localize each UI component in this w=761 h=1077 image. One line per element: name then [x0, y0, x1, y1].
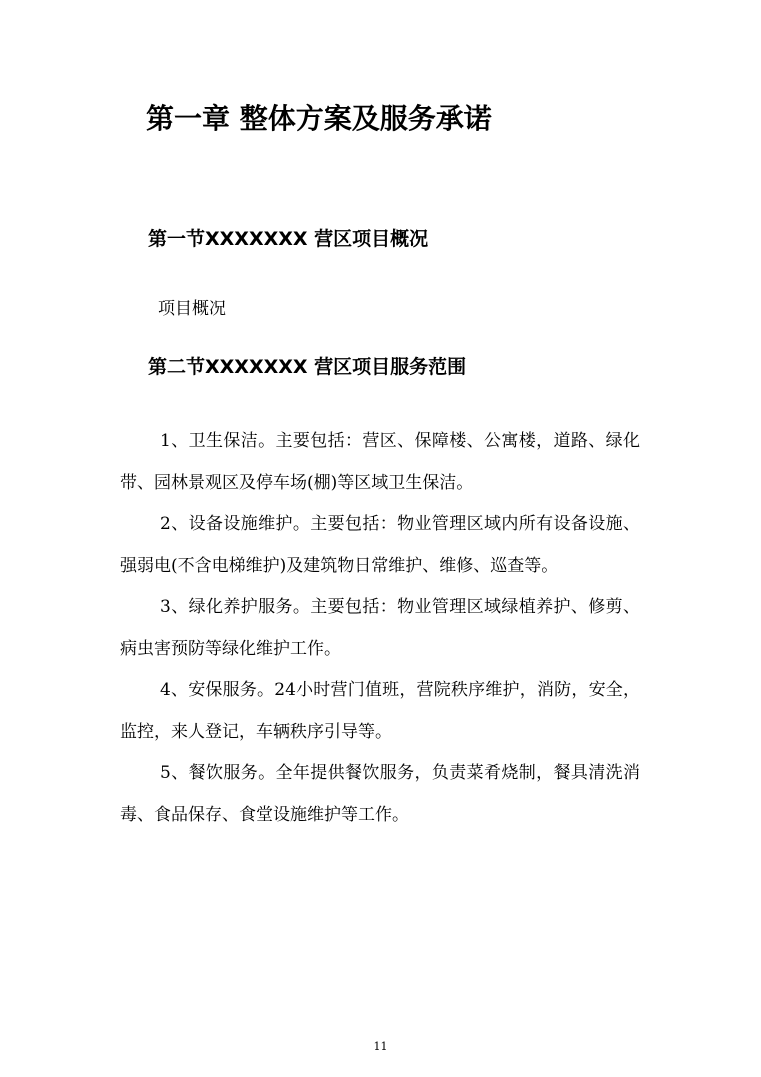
service-item-catering: 5、餐饮服务。全年提供餐饮服务，负责菜肴烧制，餐具清洗消毒、食品保存、食堂设施维护等工作。	[120, 763, 640, 825]
service-item-security: 4、安保服务。24小时营门值班，营院秩序维护，消防，安全，监控，来人登记，车辆秩序引导等。	[120, 680, 640, 742]
service-item-landscaping: 3、绿化养护服务。主要包括：物业管理区域绿植养护、修剪、病虫害预防等绿化维护工作。	[120, 597, 640, 659]
service-item-facility-maintenance: 2、设备设施维护。主要包括：物业管理区域内所有设备设施、强弱电(不含电梯维护)及建筑物日常维护、维修、巡查等。	[120, 514, 640, 576]
project-overview-subtitle: 项目概况	[158, 299, 226, 319]
service-scope-list	[120, 421, 640, 836]
service-item-cleaning: 1、卫生保洁。主要包括：营区、保障楼、公寓楼，道路、绿化带、园林景观区及停车场(棚)等区域卫生保洁。	[120, 431, 640, 493]
section-1-title: 第一节XXXXXXX 营区项目概况	[148, 228, 429, 250]
chapter-title: 第一章 整体方案及服务承诺	[146, 102, 492, 135]
section-2-title: 第二节XXXXXXX 营区项目服务范围	[148, 356, 467, 378]
page-number: 11	[373, 1040, 388, 1053]
